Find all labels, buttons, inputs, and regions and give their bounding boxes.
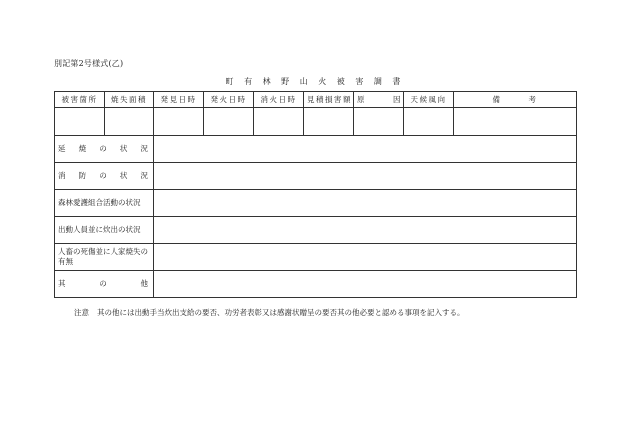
forest-association-value[interactable] [154, 190, 577, 217]
extinguish-time-cell[interactable] [254, 108, 304, 136]
estimated-damage-cell[interactable] [304, 108, 354, 136]
label-char: 焼 [78, 144, 87, 153]
header-weather-wind: 天候風向 [404, 92, 454, 108]
burnt-area-cell[interactable] [105, 108, 154, 136]
casualties-row [55, 244, 577, 271]
weather-wind-cell[interactable] [404, 108, 454, 136]
cause-cell[interactable] [354, 108, 404, 136]
label-char: の [99, 171, 107, 180]
spread-status-label [55, 136, 154, 163]
remarks-cell[interactable] [454, 108, 577, 136]
mobilized-personnel-row [55, 217, 577, 244]
header-damage-location: 被害箇所 [55, 92, 105, 108]
firefighting-status-label [55, 163, 154, 190]
header-burnt-area: 焼失面積 [105, 92, 154, 108]
form-reference: 別記第2号様式(乙) [54, 59, 124, 68]
ignition-time-cell[interactable] [204, 108, 254, 136]
discovery-time-cell[interactable] [154, 108, 204, 136]
footnote [74, 307, 465, 318]
firefighting-status-value[interactable] [154, 163, 577, 190]
label-char: 状 [119, 144, 128, 153]
header-estimated-damage: 見積損害額 [304, 92, 354, 108]
mobilized-personnel-value[interactable] [154, 217, 577, 244]
footnote-text: 其の他には出動手当炊出支給の要否、功労者表彰又は感謝状贈呈の要否其の他必要と認める事項を記入する。 [97, 308, 465, 317]
header-row [55, 92, 577, 108]
other-value[interactable] [154, 271, 577, 298]
header-remarks: 備 考 [454, 92, 577, 108]
header-ignition-time: 発火日時 [204, 92, 254, 108]
firefighting-status-row [55, 163, 577, 190]
other-row [55, 271, 577, 298]
footnote-label: 注意 [74, 308, 89, 317]
label-char: 況 [140, 171, 148, 180]
forest-association-row [55, 190, 577, 217]
header-cause: 原 因 [354, 92, 404, 108]
label-char: 防 [78, 171, 87, 180]
damage-location-cell[interactable] [55, 108, 105, 136]
label-char: 況 [140, 144, 148, 153]
label-char: の [99, 144, 107, 153]
spread-status-row [55, 136, 577, 163]
entry-row [55, 108, 577, 136]
label-char: の [99, 279, 107, 288]
label-char: 消 [58, 171, 66, 180]
label-char: 他 [140, 279, 148, 288]
header-extinguish-time: 消火日時 [254, 92, 304, 108]
label-char: 延 [58, 144, 66, 153]
other-label [55, 271, 154, 298]
header-discovery-time: 発見日時 [154, 92, 204, 108]
casualties-value[interactable] [154, 244, 577, 271]
forest-association-label: 森林愛護組合活動の状況 [55, 190, 154, 217]
document-title: 町 有 林 野 山 火 被 害 調 書 [225, 77, 405, 86]
label-char: 其 [58, 279, 66, 288]
casualties-label: 人畜の死傷並に人家焼失の有無 [55, 244, 154, 271]
spread-status-value[interactable] [154, 136, 577, 163]
damage-report-table [54, 91, 577, 298]
label-char: 状 [119, 171, 128, 180]
mobilized-personnel-label: 出動人員並に炊出の状況 [55, 217, 154, 244]
